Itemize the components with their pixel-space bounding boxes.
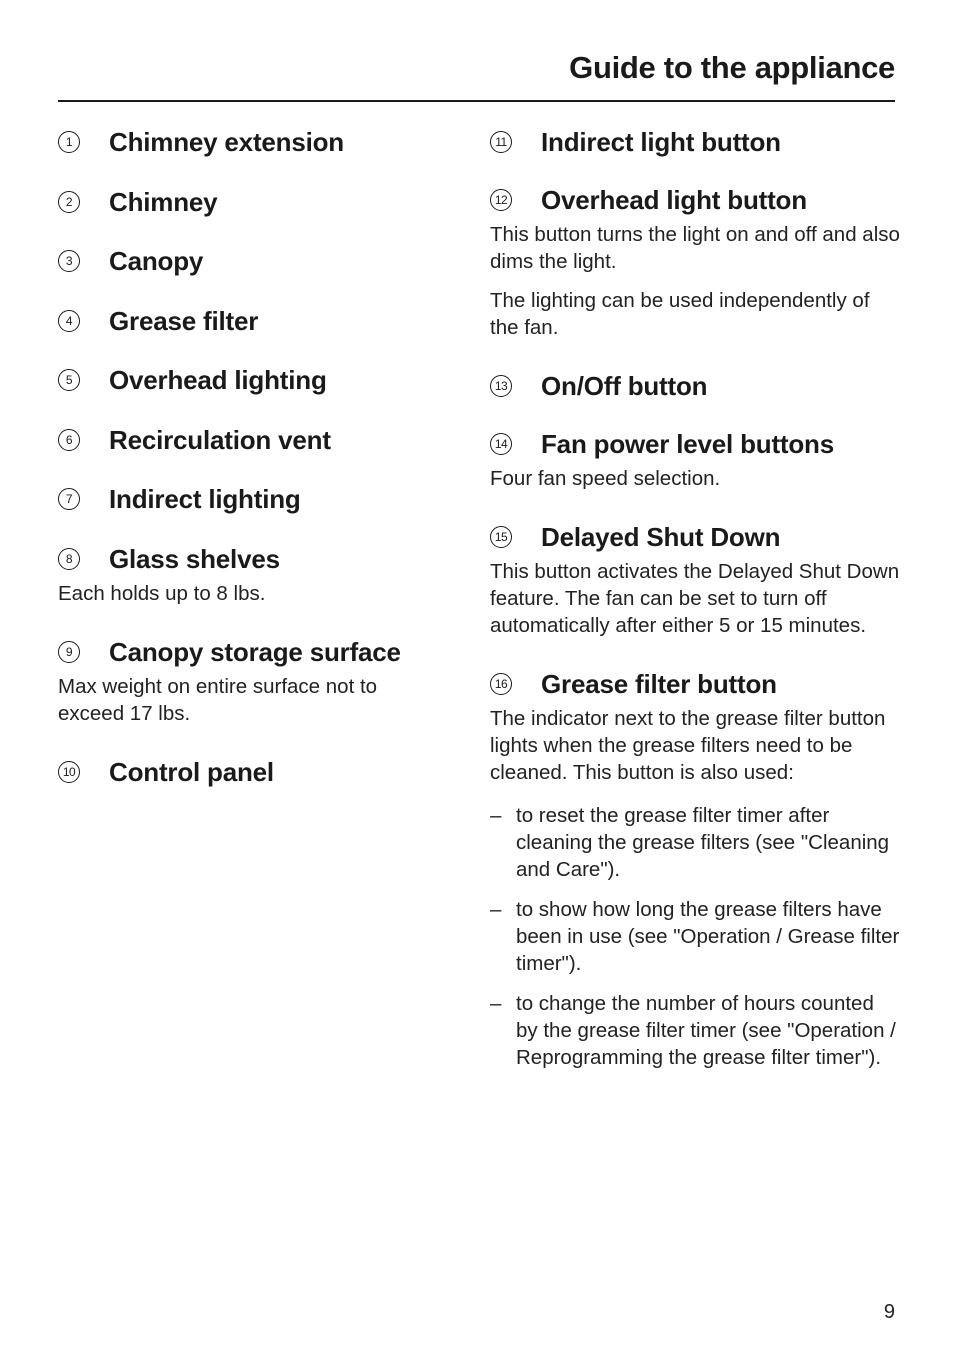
list-item (58, 120, 443, 164)
dash-marker: – (490, 804, 502, 827)
list-item (58, 299, 443, 343)
item-heading: Overhead lighting (109, 365, 327, 395)
item-description: This button turns the light on and off and also dims the light. (490, 223, 900, 273)
bullet-list (490, 802, 900, 1071)
item-heading: Glass shelves (109, 543, 280, 574)
item-number-badge: 6 (58, 429, 80, 451)
item-number-badge: 14 (490, 433, 512, 455)
list-item (58, 537, 443, 607)
item-number-badge: 1 (58, 131, 80, 153)
list-item (490, 120, 900, 164)
item-number-badge: 8 (58, 548, 80, 570)
dash-marker: – (490, 898, 502, 921)
bullet-text: to show how long the grease filters have been in use (see "Operation / Grease filter timer"). (516, 898, 900, 975)
item-number-badge: 9 (58, 641, 80, 663)
page-title: Guide to the appliance (569, 50, 895, 85)
item-heading: Grease filter (109, 305, 259, 336)
item-number-badge: 5 (58, 369, 80, 391)
list-item (58, 239, 443, 283)
item-heading: Indirect lighting (109, 484, 301, 514)
item-description: Each holds up to 8 lbs. (58, 581, 266, 605)
list-item (490, 515, 900, 639)
item-heading: Grease filter button (541, 669, 777, 699)
item-heading: Overhead light button (541, 185, 807, 215)
item-heading: Delayed Shut Down (541, 522, 781, 552)
item-heading: Control panel (109, 756, 274, 787)
item-number-badge: 7 (58, 488, 80, 510)
item-number-badge: 2 (58, 191, 80, 213)
item-number-badge: 3 (58, 250, 80, 272)
item-number-badge: 16 (490, 673, 512, 695)
item-heading: Chimney (109, 186, 218, 217)
bullet-item (490, 990, 900, 1071)
bullet-text: to change the number of hours counted by the grease filter timer (see "Operation / Reprogramming the grease filter timer"). (516, 992, 896, 1069)
item-description: The indicator next to the grease filter button lights when the grease filters need to be cleaned. This button is also used: (490, 707, 886, 784)
item-description: Max weight on entire surface not to exceed 17 lbs. (58, 674, 378, 725)
list-item (490, 662, 900, 1071)
list-item (490, 178, 900, 341)
list-item (58, 630, 443, 727)
item-description: The lighting can be used independently of the fan. (490, 289, 870, 339)
bullet-text: to reset the grease filter timer after cleaning the grease filters (see "Cleaning and Care"). (516, 804, 890, 881)
item-number-badge: 13 (490, 375, 512, 397)
item-number-badge: 12 (490, 189, 512, 211)
item-heading: Fan power level buttons (541, 429, 834, 459)
item-heading: Canopy storage surface (109, 636, 401, 667)
list-item (58, 418, 443, 462)
item-number-badge: 11 (490, 131, 512, 153)
list-item (58, 180, 443, 224)
item-heading: Chimney extension (109, 127, 344, 157)
left-column (58, 120, 443, 809)
right-column (490, 120, 900, 1085)
item-description: Four fan speed selection. (490, 467, 721, 490)
list-item (490, 422, 900, 492)
item-number-badge: 10 (58, 761, 80, 783)
item-number-badge: 15 (490, 526, 512, 548)
list-item (58, 750, 443, 794)
item-number-badge: 4 (58, 310, 80, 332)
list-item (58, 358, 443, 402)
item-heading: Indirect light button (541, 127, 781, 157)
list-item (490, 364, 900, 408)
bullet-item (490, 896, 900, 977)
item-heading: Canopy (109, 246, 204, 276)
item-heading: On/Off button (541, 371, 708, 401)
title-divider (58, 100, 895, 102)
list-item (58, 477, 443, 521)
item-description: This button activates the Delayed Shut Down feature. The fan can be set to turn off automatically after either 5 or 15 minutes. (490, 560, 900, 637)
bullet-item (490, 802, 900, 883)
page-number: 9 (883, 1301, 895, 1323)
dash-marker: – (490, 992, 502, 1015)
item-heading: Recirculation vent (109, 424, 331, 455)
